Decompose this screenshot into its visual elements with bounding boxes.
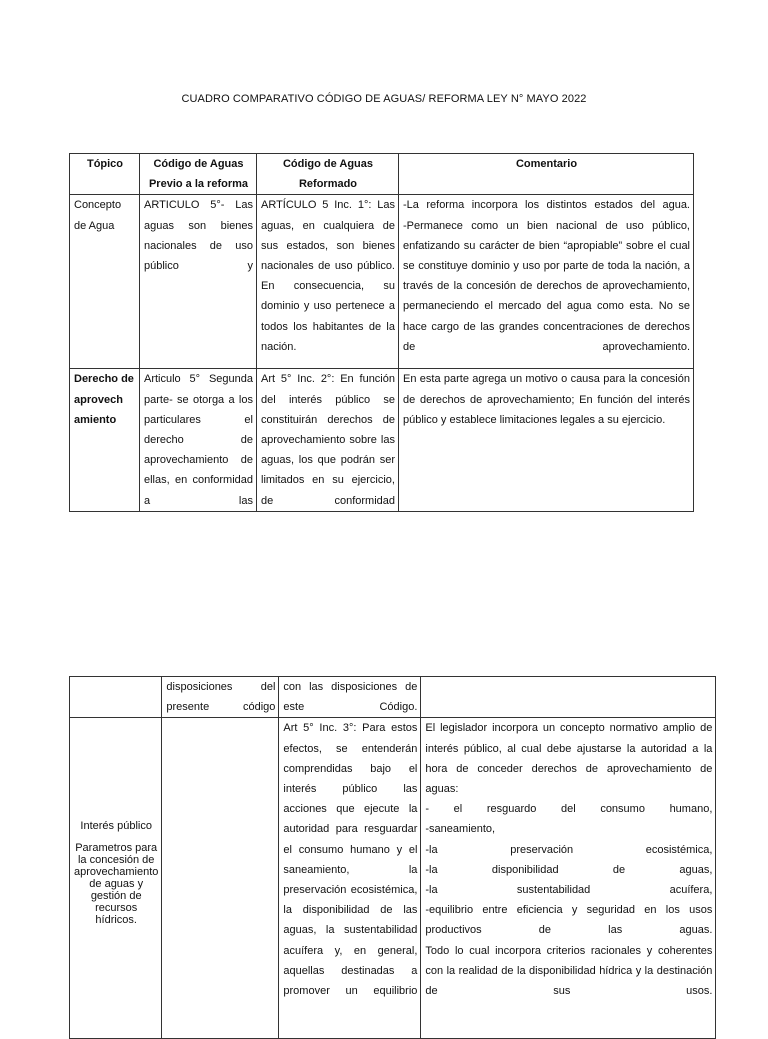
comment-cell: [421, 677, 716, 718]
topic-cell: Derecho de aprovech amiento: [70, 369, 140, 511]
comparison-table-page-1: [69, 153, 694, 512]
comparison-table-page-2: [69, 676, 716, 1039]
reformed-code-cell: con las disposiciones de este Código.: [279, 677, 421, 718]
comment-paragraph: Todo lo cual incorpora criterios racionales y coherentes con la realidad de la disponibilidad hídrica y la destinación de sus usos.: [425, 944, 713, 998]
comment-cell: [399, 195, 694, 369]
comment-list-item: -saneamiento,: [425, 823, 496, 836]
previous-code-cell: [162, 718, 279, 1039]
reformed-code-cell: Art 5° Inc. 3°: Para estos efectos, se entenderán comprendidas bajo el interés público las acciones que ejecute la autoridad para resguardar el consumo humano y el saneamiento, la preservación ecosistémica, la disponibilidad de las aguas, la sustentabilidad acuífera y, en general, aquellas destinadas a promover un equilibrio: [279, 718, 421, 1039]
topic-paragraph: Interés público: [80, 820, 152, 833]
header-topic: Tópico: [70, 154, 140, 195]
table-row: [70, 369, 694, 511]
comment-list-item: -la preservación ecosistémica,: [425, 843, 713, 856]
topic-cell: [70, 677, 162, 718]
comment-cell: [421, 718, 716, 1039]
document-title: CUADRO COMPARATIVO CÓDIGO DE AGUAS/ REFORMA LEY N° MAYO 2022: [181, 93, 587, 105]
previous-code-cell: disposiciones del presente código: [162, 677, 279, 718]
topic-cell: [70, 718, 162, 1039]
table-row: [70, 195, 694, 369]
comment-list-item: -la sustentabilidad acuífera,: [425, 884, 713, 897]
table-header-row: [70, 154, 694, 195]
comment-cell: En esta parte agrega un motivo o causa para la concesión de derechos de aprovechamiento; En función del interés público y establece limitaciones legales a su ejercicio.: [399, 369, 694, 511]
comment-paragraph: El legislador incorpora un concepto normativo amplio de interés público, al cual debe ajustarse la autoridad a la hora de conceder derechos de aprovechamiento de aguas:: [425, 722, 713, 796]
reformed-paragraph: En consecuencia, su dominio y uso pertenece a todos los habitantes de la nación.: [261, 280, 395, 353]
table-row: [70, 677, 716, 718]
header-reformed-code: Código de Aguas Reformado: [257, 154, 399, 195]
header-previous-code: Código de Aguas Previo a la reforma: [140, 154, 257, 195]
table-row: [70, 718, 716, 1039]
comment-list-item: -equilibrio entre eficiencia y seguridad en los usos productivos de las aguas.: [425, 904, 713, 937]
reformed-code-cell: Art 5° Inc. 2°: En función del interés público se constituirán derechos de aprovechamiento sobre las aguas, los que podrán ser limitados en su ejercicio, de conformidad: [257, 369, 399, 511]
topic-paragraph: Parametros para la concesión de aprovechamiento de aguas y gestión de recursos hídricos.: [74, 842, 159, 927]
comment-paragraph: -Permanece como un bien nacional de uso público, enfatizando su carácter de bien “apropiable” sobre el cual se constituye dominio y uso por parte de toda la nación, a través de la concesión de derechos de aprovechamiento, permaneciendo el mercado del agua como esta. No se hace cargo de las grandes concentraciones de derechos de aprovechamiento.: [403, 219, 690, 353]
comment-list-item: -la disponibilidad de aguas,: [425, 863, 713, 876]
topic-cell: Concepto de Agua: [70, 195, 140, 369]
previous-code-cell: ARTICULO 5°- Las aguas son bienes nacionales de uso público y: [140, 195, 257, 369]
comment-list-item: - el resguardo del consumo humano,: [425, 803, 713, 816]
comment-paragraph: -La reforma incorpora los distintos estados del agua.: [403, 199, 690, 212]
reformed-paragraph: ARTÍCULO 5 Inc. 1°: Las aguas, en cualquiera de sus estados, son bienes nacionales de uso público.: [261, 199, 395, 273]
previous-code-cell: Articulo 5° Segunda parte- se otorga a los particulares el derecho de aprovechamiento de ellas, en conformidad a las: [140, 369, 257, 511]
header-comment: Comentario: [399, 154, 694, 195]
reformed-code-cell: [257, 195, 399, 369]
